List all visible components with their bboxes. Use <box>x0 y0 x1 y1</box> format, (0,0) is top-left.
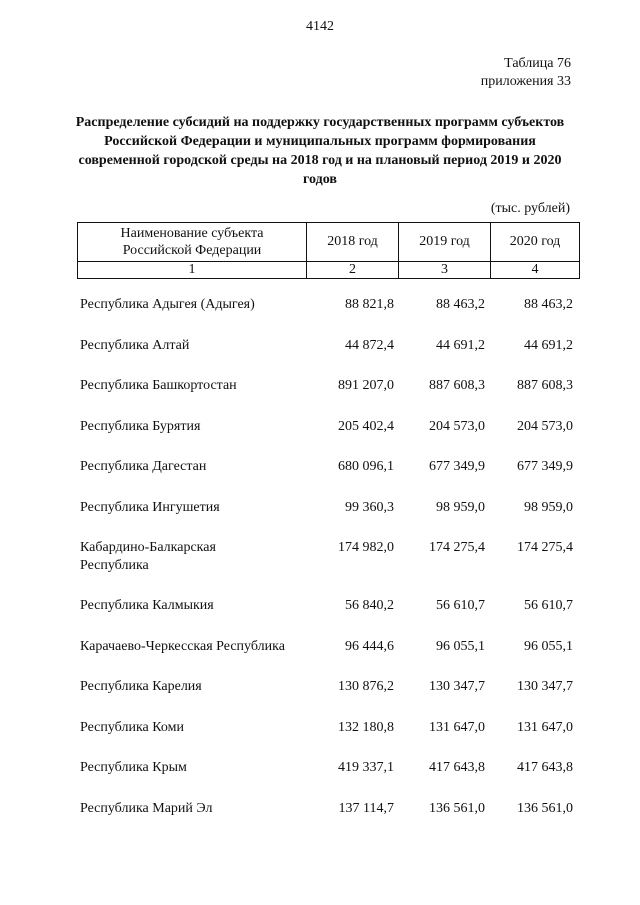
region-name: Республика Коми <box>80 719 184 735</box>
region-name: Республика Дагестан <box>80 459 207 474</box>
value-2018: 130 876,2 <box>338 679 394 694</box>
region-name: Республика Калмыкия <box>80 598 214 613</box>
region-name: Республика Марий Эл <box>80 800 213 816</box>
header-name-column <box>78 223 307 262</box>
value-2018: 174 982,0 <box>338 540 394 555</box>
value-2019: 96 055,1 <box>436 638 485 654</box>
units-label: (тыс. рублей) <box>490 201 570 216</box>
value-2019: 417 643,8 <box>429 760 485 775</box>
value-2019: 174 275,4 <box>429 540 485 555</box>
table-row <box>77 412 575 453</box>
header-row <box>78 223 580 262</box>
header-name-label: Наименование субъекта Российской Федерации <box>120 226 264 258</box>
header-2019: 2019 год <box>399 223 491 262</box>
header-2020: 2020 год <box>491 223 580 262</box>
region-name: Республика Алтай <box>80 337 190 353</box>
table-row <box>77 632 575 673</box>
table-row <box>77 290 575 331</box>
value-2019: 204 573,0 <box>429 418 485 434</box>
region-name: Республика Башкортостан <box>80 378 237 393</box>
document-title: Распределение субсидий на поддержку государственных программ субъектов Российской Федерации и муниципальных программ формирования современной городской среды на 2018 год и на плановый период 2019 и 2020 годов <box>75 115 565 187</box>
value-2018: 44 872,4 <box>345 337 394 353</box>
column-number-4: 4 <box>491 262 580 279</box>
column-number-1: 1 <box>78 262 307 279</box>
table-row <box>77 452 575 493</box>
table-row <box>77 713 575 754</box>
value-2019: 130 347,7 <box>429 679 485 694</box>
table-reference-line-1: Таблица 76 <box>504 56 571 71</box>
value-2018: 56 840,2 <box>345 598 394 613</box>
value-2019: 136 561,0 <box>429 800 485 816</box>
table-row <box>77 591 575 632</box>
region-name: Карачаево-Черкесская Республика <box>80 638 285 654</box>
value-2018: 419 337,1 <box>338 760 394 775</box>
value-2019: 44 691,2 <box>436 337 485 353</box>
region-name: Кабардино-Балкарская Республика <box>80 540 216 573</box>
region-name: Республика Крым <box>80 760 187 775</box>
table-row <box>77 371 575 412</box>
region-name: Республика Карелия <box>80 679 202 694</box>
column-number-2: 2 <box>307 262 399 279</box>
column-number-3: 3 <box>399 262 491 279</box>
table-row <box>77 794 575 835</box>
value-2020: 130 347,7 <box>517 679 573 694</box>
value-2018: 132 180,8 <box>338 719 394 735</box>
table-reference-line-2: приложения 33 <box>480 74 571 89</box>
value-2020: 136 561,0 <box>517 800 573 816</box>
value-2020: 96 055,1 <box>524 638 573 654</box>
value-2020: 98 959,0 <box>524 499 573 515</box>
value-2019: 56 610,7 <box>436 598 485 613</box>
value-2018: 88 821,8 <box>345 297 394 312</box>
value-2019: 131 647,0 <box>429 719 485 735</box>
value-2018: 137 114,7 <box>338 800 394 816</box>
value-2018: 99 360,3 <box>345 499 394 515</box>
value-2019: 677 349,9 <box>429 459 485 474</box>
value-2020: 56 610,7 <box>524 598 573 613</box>
table-reference <box>481 55 571 91</box>
value-2018: 205 402,4 <box>338 418 394 434</box>
value-2020: 887 608,3 <box>517 378 573 393</box>
value-2020: 174 275,4 <box>517 540 573 555</box>
table-body <box>77 290 575 834</box>
table-row <box>77 672 575 713</box>
value-2018: 891 207,0 <box>338 378 394 393</box>
header-number-row <box>78 262 580 279</box>
table-row <box>77 331 575 372</box>
value-2020: 88 463,2 <box>524 297 573 312</box>
value-2018: 96 444,6 <box>345 638 394 654</box>
value-2020: 131 647,0 <box>517 719 573 735</box>
table-row <box>77 753 575 794</box>
value-2018: 680 096,1 <box>338 459 394 474</box>
region-name: Республика Адыгея (Адыгея) <box>80 297 255 312</box>
value-2020: 44 691,2 <box>524 337 573 353</box>
region-name: Республика Бурятия <box>80 418 201 434</box>
value-2019: 887 608,3 <box>429 378 485 393</box>
value-2019: 98 959,0 <box>436 499 485 515</box>
value-2020: 204 573,0 <box>517 418 573 434</box>
region-name: Республика Ингушетия <box>80 499 220 515</box>
value-2019: 88 463,2 <box>436 297 485 312</box>
value-2020: 677 349,9 <box>517 459 573 474</box>
table-header <box>77 222 580 279</box>
header-2018: 2018 год <box>307 223 399 262</box>
value-2020: 417 643,8 <box>517 760 573 775</box>
page-number: 4142 <box>306 19 334 34</box>
table-row <box>77 493 575 534</box>
table-row <box>77 533 575 591</box>
